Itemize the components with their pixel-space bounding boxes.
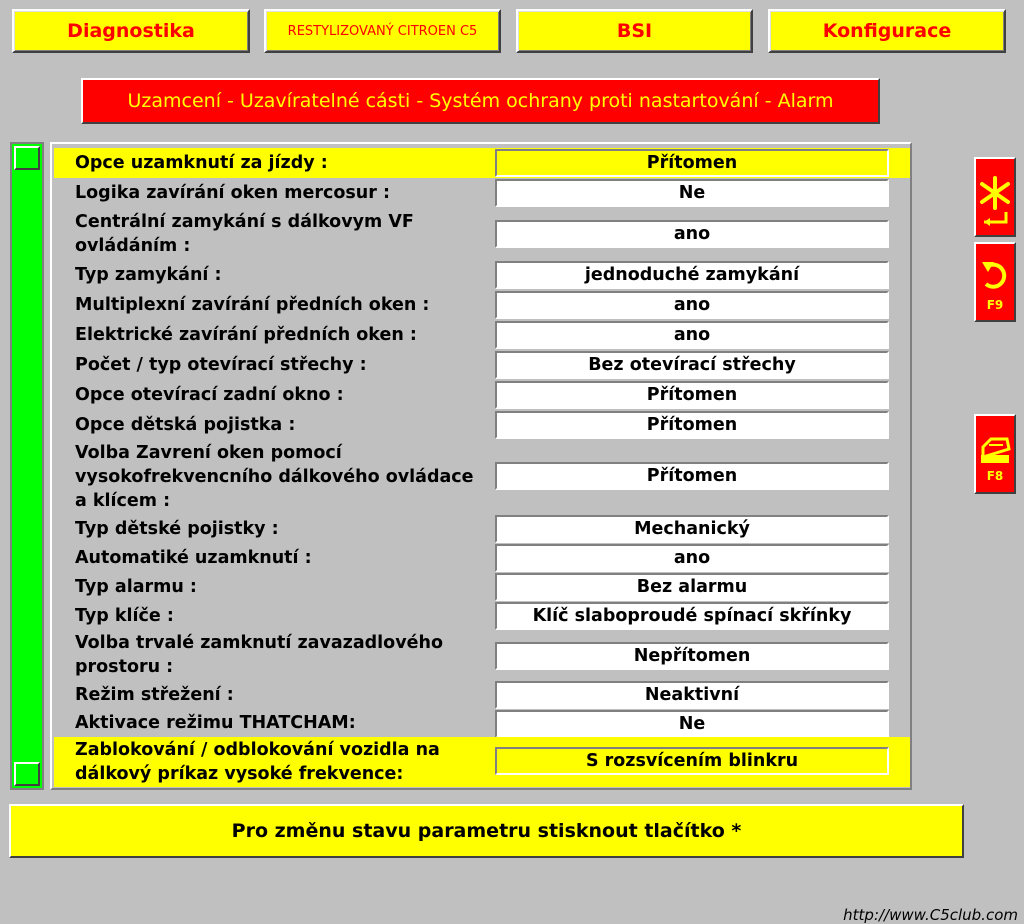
param-label: Volba trvalé zamknutí zavazadlového prostoru :	[75, 633, 443, 677]
param-row[interactable]	[54, 148, 910, 178]
param-row[interactable]	[54, 350, 910, 380]
tab-diagnostika[interactable]: Diagnostika	[12, 9, 250, 53]
param-value[interactable]: ano	[495, 291, 889, 319]
vertical-scrollbar[interactable]	[10, 142, 44, 790]
tab-konfigurace[interactable]: Konfigurace	[768, 9, 1006, 53]
param-value[interactable]: Přítomen	[495, 381, 889, 409]
param-value[interactable]: Přítomen	[495, 149, 889, 177]
param-label: Multiplexní zavírání předních oken :	[75, 295, 430, 315]
param-row[interactable]	[54, 178, 910, 208]
tab-vehicle[interactable]: RESTYLIZOVANÝ CITROEN C5	[264, 9, 501, 53]
param-label: Zablokování / odblokování vozidla na dálkový príkaz vysoké frekvence:	[75, 740, 440, 784]
param-label: Režim střežení :	[75, 685, 234, 705]
param-row[interactable]	[54, 737, 910, 787]
f9-back-button[interactable]	[974, 242, 1016, 322]
param-value[interactable]: Klíč slaboproudé spínací skřínky	[495, 602, 889, 630]
param-row[interactable]	[54, 514, 910, 544]
param-label: Opce uzamknutí za jízdy :	[75, 153, 328, 173]
scroll-up-button[interactable]	[14, 146, 40, 170]
param-row[interactable]	[54, 410, 910, 440]
scroll-down-button[interactable]	[14, 762, 40, 786]
param-value[interactable]: Nepřítomen	[495, 642, 889, 670]
f8-key-label: F8	[986, 469, 1004, 483]
param-row[interactable]	[54, 573, 910, 602]
param-row[interactable]	[54, 208, 910, 260]
param-value[interactable]: Přítomen	[495, 411, 889, 439]
tab-bsi[interactable]: BSI	[516, 9, 753, 53]
param-row[interactable]	[54, 380, 910, 410]
param-row[interactable]	[54, 290, 910, 320]
param-label: Volba Zavrení oken pomocí vysokofrekvencního dálkového ovládace a klícem :	[75, 443, 474, 511]
param-label: Typ dětské pojistky :	[75, 519, 279, 539]
param-row[interactable]	[54, 602, 910, 631]
param-label: Typ alarmu :	[75, 577, 197, 597]
param-value[interactable]: jednoduché zamykání	[495, 261, 889, 289]
param-value[interactable]: Ne	[495, 179, 889, 207]
param-row[interactable]	[54, 544, 910, 573]
asterisk-enter-icon	[978, 164, 1012, 230]
undo-arrow-icon	[978, 252, 1012, 298]
param-value[interactable]: Bez alarmu	[495, 573, 889, 601]
param-value[interactable]: ano	[495, 220, 889, 248]
param-value[interactable]: ano	[495, 544, 889, 572]
param-label: Automatiké uzamknutí :	[75, 548, 312, 568]
param-row[interactable]	[54, 440, 910, 514]
confirm-button[interactable]	[974, 157, 1016, 237]
param-row[interactable]	[54, 681, 910, 710]
param-value[interactable]: Bez otevírací střechy	[495, 351, 889, 379]
param-label: Typ zamykání :	[75, 265, 222, 285]
f9-key-label: F9	[986, 298, 1004, 312]
param-label: Centrální zamykání s dálkovym VF ovládáním :	[75, 212, 414, 256]
parameter-panel	[50, 142, 912, 790]
param-row[interactable]	[54, 320, 910, 350]
param-row[interactable]	[54, 710, 910, 737]
param-label: Počet / typ otevírací střechy :	[75, 355, 367, 375]
param-value[interactable]: Mechanický	[495, 515, 889, 543]
param-value[interactable]: Ne	[495, 710, 889, 738]
f8-print-button[interactable]	[974, 414, 1016, 494]
param-row[interactable]	[54, 631, 910, 681]
status-hint-bar: Pro změnu stavu parametru stisknout tlačítko *	[9, 804, 964, 858]
param-label: Typ klíče :	[75, 606, 174, 626]
watermark-url: http://www.C5club.com	[843, 906, 1018, 924]
param-value[interactable]: S rozsvícením blinkru	[495, 747, 889, 775]
param-value[interactable]: Přítomen	[495, 462, 889, 490]
param-label: Opce otevírací zadní okno :	[75, 385, 344, 405]
param-value[interactable]: Neaktivní	[495, 681, 889, 709]
param-label: Logika zavírání oken mercosur :	[75, 183, 390, 203]
section-title: Uzamcení - Uzavíratelné cásti - Systém ochrany proti nastartování - Alarm	[81, 78, 880, 124]
param-label: Opce dětská pojistka :	[75, 415, 296, 435]
printer-icon	[977, 425, 1013, 469]
param-label: Aktivace režimu THATCHAM:	[75, 713, 356, 733]
param-label: Elektrické zavírání předních oken :	[75, 325, 417, 345]
param-row[interactable]	[54, 260, 910, 290]
param-value[interactable]: ano	[495, 321, 889, 349]
